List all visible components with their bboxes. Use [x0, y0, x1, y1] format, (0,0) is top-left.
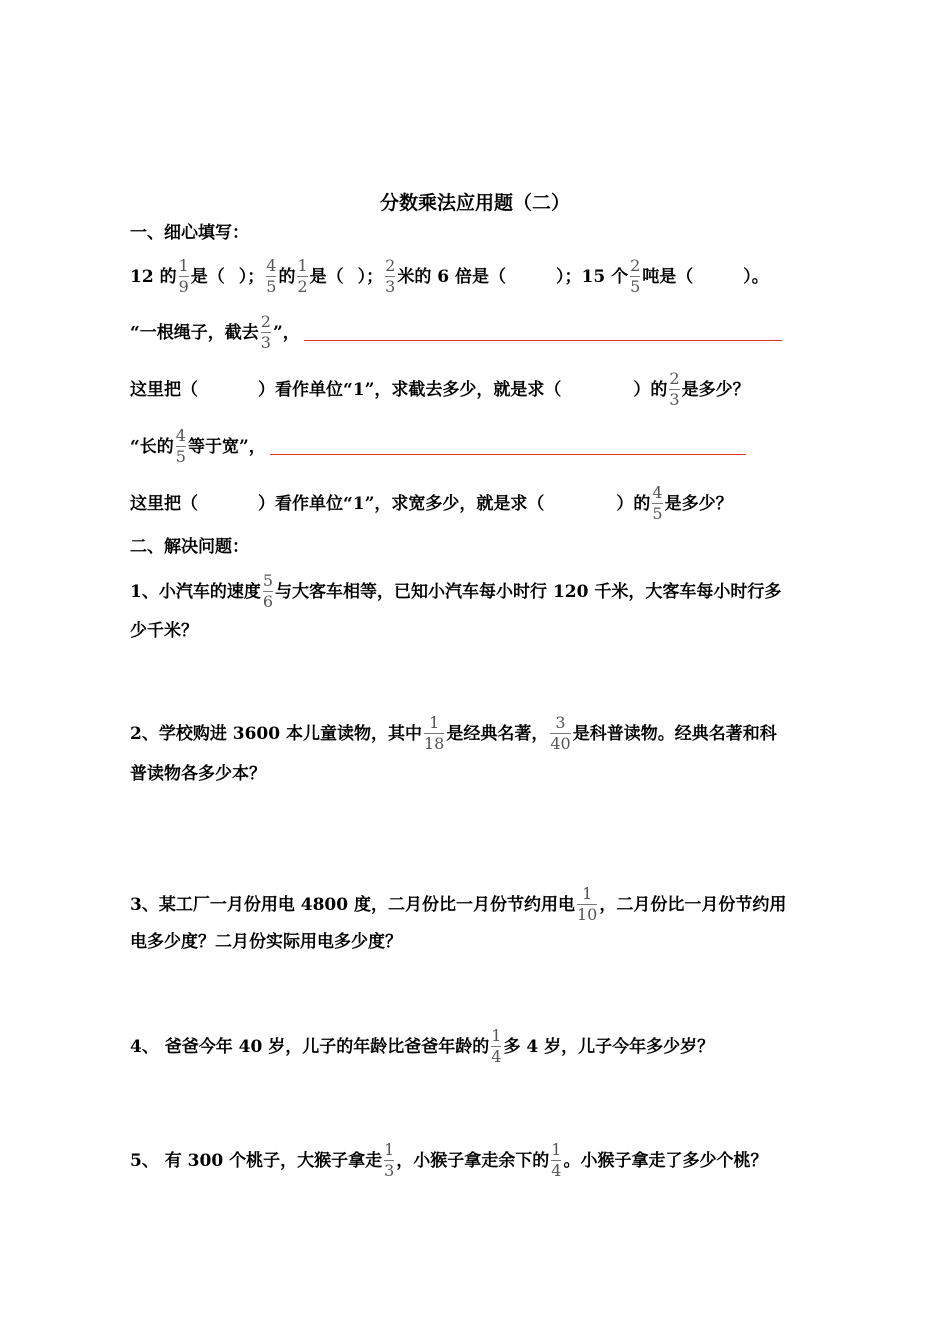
answer-line[interactable] — [270, 438, 746, 455]
text: ）。 — [743, 266, 769, 287]
question-1 — [130, 572, 781, 611]
fraction: $\frac{1}{4}$ — [551, 1140, 562, 1180]
text: ）看作单位“1”，求宽多少，就是求（ — [258, 493, 545, 514]
answer-line[interactable] — [304, 324, 782, 341]
text: 2、学校购进 3600 本儿童读物，其中 — [130, 723, 422, 744]
question-2-line2: 普读物各多少本？ — [130, 764, 266, 784]
text: 是（ — [190, 266, 225, 287]
fraction: $\frac{1}{18}$ — [423, 713, 445, 753]
fill-row-4 — [130, 427, 746, 466]
text: 等于宽”， — [187, 436, 266, 457]
fraction: $\frac{4}{5}$ — [266, 256, 277, 296]
text: 3、某工厂一月份用电 4800 度，二月份比一月份节约用电 — [130, 894, 575, 915]
text: 是多少？ — [664, 493, 733, 514]
question-1-line2: 少千米？ — [130, 621, 198, 641]
section2-heading: 二、解决问题： — [130, 537, 249, 557]
text: ）； — [238, 266, 265, 287]
fraction: $\frac{1}{10}$ — [576, 884, 598, 924]
question-5 — [130, 1141, 767, 1180]
fraction: $\frac{1}{3}$ — [384, 1140, 395, 1180]
fraction: $\frac{1}{9}$ — [178, 256, 189, 296]
fraction: $\frac{2}{3}$ — [669, 369, 680, 409]
text: “一根绳子，截去 — [130, 322, 259, 343]
text: ）看作单位“1”，求截去多少，就是求（ — [258, 379, 562, 400]
text: 。小猴子拿走了多少个桃？ — [563, 1150, 768, 1171]
fraction: $\frac{4}{5}$ — [652, 483, 663, 523]
text: 这里把（ — [130, 379, 198, 400]
text: 是经典名著， — [446, 723, 549, 744]
fraction: $\frac{2}{3}$ — [385, 256, 396, 296]
fraction: $\frac{3}{40}$ — [550, 713, 571, 753]
text: ，二月份比一月份节约用 — [599, 894, 787, 915]
text: ）的 — [616, 493, 651, 514]
fraction: $\frac{4}{5}$ — [175, 426, 186, 466]
fraction: $\frac{1}{4}$ — [491, 1026, 502, 1066]
text: “长的 — [130, 436, 174, 457]
section1-heading: 一、细心填写： — [130, 223, 249, 243]
text: 1、小汽车的速度 — [130, 581, 261, 602]
text: ）；15 个 — [556, 266, 629, 287]
text: 多 4 岁，儿子今年多少岁？ — [503, 1036, 715, 1057]
fraction: $\frac{5}{6}$ — [262, 571, 274, 611]
text: ）的 — [633, 379, 668, 400]
fraction: $\frac{2}{3}$ — [260, 312, 271, 352]
question-4 — [130, 1027, 714, 1066]
text: ”， — [272, 322, 300, 343]
fraction: $\frac{2}{5}$ — [630, 256, 641, 296]
text: 的 — [278, 266, 296, 287]
question-2 — [130, 714, 777, 753]
fill-row-2 — [130, 313, 782, 352]
text: 吨是（ — [642, 266, 694, 287]
fill-row-1 — [130, 257, 769, 296]
text: 这里把（ — [130, 493, 198, 514]
fill-row-3 — [130, 370, 750, 409]
text: 是多少？ — [681, 379, 750, 400]
text: 与大客车相等，已知小汽车每小时行 120 千米，大客车每小时行多 — [275, 581, 782, 602]
text: ）； — [357, 266, 384, 287]
page-title: 分数乘法应用题（二） — [379, 192, 570, 214]
text: 12 的 — [130, 266, 177, 287]
fraction: $\frac{1}{2}$ — [297, 256, 308, 296]
text: 4、 爸爸今年 40 岁，儿子的年龄比爸爸年龄的 — [130, 1036, 490, 1057]
fill-row-5 — [130, 484, 733, 523]
question-3-line2: 电多少度？二月份实际用电多少度？ — [130, 932, 402, 952]
text: 是科普读物。经典名著和科 — [572, 723, 777, 744]
text: 5、 有 300 个桃子，大猴子拿走 — [130, 1150, 383, 1171]
text: ，小猴子拿走余下的 — [396, 1150, 550, 1171]
question-3 — [130, 885, 786, 924]
text: 是（ — [309, 266, 344, 287]
text: 米的 6 倍是（ — [397, 266, 506, 287]
